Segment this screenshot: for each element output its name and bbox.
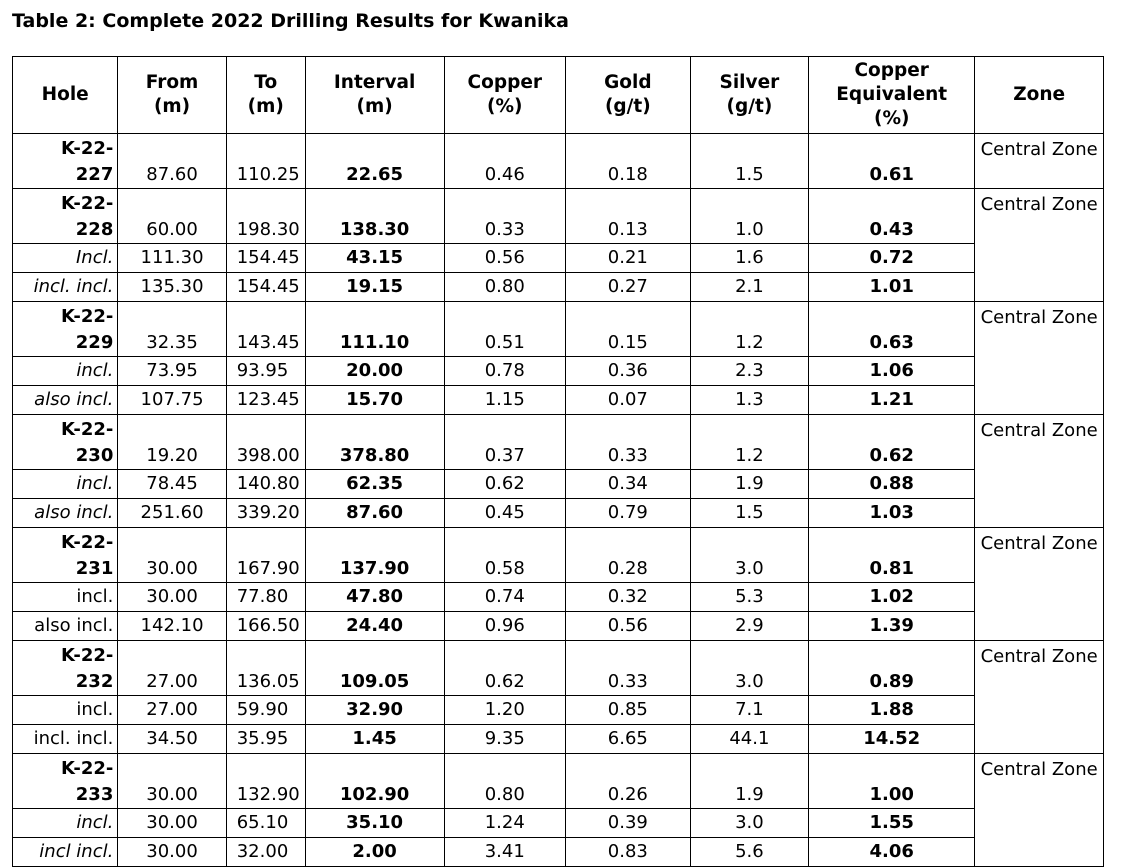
hole-id-prefix: K-22- xyxy=(60,419,114,440)
to-cell: 167.90 xyxy=(226,528,305,583)
table-row xyxy=(13,612,1104,641)
from-cell: 30.00 xyxy=(118,809,226,838)
from-cell: 30.00 xyxy=(118,583,226,612)
gold-cell: 0.39 xyxy=(566,809,691,838)
hole-cell: also incl. xyxy=(13,612,118,641)
silver-cell: 7.1 xyxy=(690,696,809,725)
hole-id-number: 229 xyxy=(75,332,114,353)
interval-cell: 1.45 xyxy=(305,725,444,754)
copper-cell: 3.41 xyxy=(444,838,566,867)
hole-cell xyxy=(13,302,118,357)
copper-cell: 0.80 xyxy=(444,273,566,302)
header-zone: Zone xyxy=(975,57,1104,134)
copper-equivalent-cell: 0.43 xyxy=(809,189,975,244)
interval-cell: 87.60 xyxy=(305,499,444,528)
gold-cell: 0.85 xyxy=(566,696,691,725)
table-row xyxy=(13,244,1104,273)
table-row xyxy=(13,415,1104,470)
from-cell: 34.50 xyxy=(118,725,226,754)
hole-id-number: 233 xyxy=(75,784,114,805)
zone-cell: Central Zone xyxy=(975,641,1104,754)
table-body xyxy=(13,134,1104,867)
copper-cell: 0.78 xyxy=(444,357,566,386)
zone-cell: Central Zone xyxy=(975,754,1104,867)
hole-cell: incl. xyxy=(13,809,118,838)
table-row xyxy=(13,641,1104,696)
gold-cell: 6.65 xyxy=(566,725,691,754)
gold-cell: 0.07 xyxy=(566,386,691,415)
copper-cell: 0.51 xyxy=(444,302,566,357)
header-gold: Gold (g/t) xyxy=(566,57,691,134)
to-cell: 143.45 xyxy=(226,302,305,357)
copper-equivalent-cell: 1.01 xyxy=(809,273,975,302)
gold-cell: 0.28 xyxy=(566,528,691,583)
interval-cell: 2.00 xyxy=(305,838,444,867)
table-row xyxy=(13,838,1104,867)
interval-cell: 20.00 xyxy=(305,357,444,386)
from-cell: 30.00 xyxy=(118,528,226,583)
silver-cell: 44.1 xyxy=(690,725,809,754)
zone-cell: Central Zone xyxy=(975,302,1104,415)
table-row xyxy=(13,357,1104,386)
silver-cell: 2.9 xyxy=(690,612,809,641)
silver-cell: 5.3 xyxy=(690,583,809,612)
copper-equivalent-cell: 1.06 xyxy=(809,357,975,386)
copper-equivalent-cell: 0.89 xyxy=(809,641,975,696)
hole-cell: incl. xyxy=(13,583,118,612)
copper-cell: 0.58 xyxy=(444,528,566,583)
table-row xyxy=(13,386,1104,415)
hole-cell xyxy=(13,528,118,583)
interval-cell: 47.80 xyxy=(305,583,444,612)
from-cell: 30.00 xyxy=(118,838,226,867)
interval-cell: 378.80 xyxy=(305,415,444,470)
to-cell: 59.90 xyxy=(226,696,305,725)
from-cell: 87.60 xyxy=(118,134,226,189)
table-row xyxy=(13,302,1104,357)
copper-equivalent-cell: 1.00 xyxy=(809,754,975,809)
from-cell: 30.00 xyxy=(118,754,226,809)
gold-cell: 0.26 xyxy=(566,754,691,809)
gold-cell: 0.32 xyxy=(566,583,691,612)
hole-cell xyxy=(13,754,118,809)
silver-cell: 5.6 xyxy=(690,838,809,867)
gold-cell: 0.27 xyxy=(566,273,691,302)
table-row xyxy=(13,189,1104,244)
hole-id-prefix: K-22- xyxy=(60,532,114,553)
zone-cell: Central Zone xyxy=(975,134,1104,189)
to-cell: 140.80 xyxy=(226,470,305,499)
silver-cell: 1.9 xyxy=(690,754,809,809)
copper-equivalent-cell: 0.63 xyxy=(809,302,975,357)
to-cell: 35.95 xyxy=(226,725,305,754)
copper-equivalent-cell: 1.03 xyxy=(809,499,975,528)
interval-cell: 35.10 xyxy=(305,809,444,838)
copper-equivalent-cell: 14.52 xyxy=(809,725,975,754)
to-cell: 198.30 xyxy=(226,189,305,244)
silver-cell: 2.3 xyxy=(690,357,809,386)
copper-cell: 1.15 xyxy=(444,386,566,415)
gold-cell: 0.34 xyxy=(566,470,691,499)
to-cell: 398.00 xyxy=(226,415,305,470)
table-row xyxy=(13,725,1104,754)
gold-cell: 0.18 xyxy=(566,134,691,189)
to-cell: 154.45 xyxy=(226,273,305,302)
hole-cell xyxy=(13,641,118,696)
copper-equivalent-cell: 0.81 xyxy=(809,528,975,583)
zone-cell: Central Zone xyxy=(975,189,1104,302)
hole-cell: also incl. xyxy=(13,499,118,528)
from-cell: 27.00 xyxy=(118,696,226,725)
to-cell: 132.90 xyxy=(226,754,305,809)
header-copper: Copper (%) xyxy=(444,57,566,134)
from-cell: 73.95 xyxy=(118,357,226,386)
from-cell: 19.20 xyxy=(118,415,226,470)
hole-id-prefix: K-22- xyxy=(60,193,114,214)
copper-equivalent-cell: 1.21 xyxy=(809,386,975,415)
silver-cell: 1.5 xyxy=(690,499,809,528)
zone-cell: Central Zone xyxy=(975,528,1104,641)
copper-cell: 0.33 xyxy=(444,189,566,244)
to-cell: 154.45 xyxy=(226,244,305,273)
silver-cell: 3.0 xyxy=(690,528,809,583)
zone-cell: Central Zone xyxy=(975,415,1104,528)
silver-cell: 2.1 xyxy=(690,273,809,302)
copper-equivalent-cell: 0.62 xyxy=(809,415,975,470)
hole-cell: Incl. xyxy=(13,244,118,273)
hole-cell xyxy=(13,415,118,470)
header-to: To (m) xyxy=(226,57,305,134)
table-row xyxy=(13,134,1104,189)
table-row xyxy=(13,583,1104,612)
interval-cell: 102.90 xyxy=(305,754,444,809)
copper-equivalent-cell: 1.88 xyxy=(809,696,975,725)
copper-equivalent-cell: 1.39 xyxy=(809,612,975,641)
copper-cell: 0.45 xyxy=(444,499,566,528)
gold-cell: 0.33 xyxy=(566,641,691,696)
copper-cell: 0.37 xyxy=(444,415,566,470)
copper-equivalent-cell: 1.02 xyxy=(809,583,975,612)
table-row xyxy=(13,528,1104,583)
hole-id-number: 228 xyxy=(75,219,114,240)
copper-cell: 0.74 xyxy=(444,583,566,612)
from-cell: 32.35 xyxy=(118,302,226,357)
hole-cell: incl incl. xyxy=(13,838,118,867)
from-cell: 142.10 xyxy=(118,612,226,641)
interval-cell: 138.30 xyxy=(305,189,444,244)
silver-cell: 1.3 xyxy=(690,386,809,415)
gold-cell: 0.13 xyxy=(566,189,691,244)
silver-cell: 1.9 xyxy=(690,470,809,499)
silver-cell: 3.0 xyxy=(690,641,809,696)
copper-cell: 0.46 xyxy=(444,134,566,189)
hole-id-number: 232 xyxy=(75,671,114,692)
drilling-results-table xyxy=(12,56,1104,867)
from-cell: 111.30 xyxy=(118,244,226,273)
copper-cell: 9.35 xyxy=(444,725,566,754)
hole-cell: incl. incl. xyxy=(13,725,118,754)
copper-cell: 0.62 xyxy=(444,641,566,696)
silver-cell: 1.6 xyxy=(690,244,809,273)
table-row xyxy=(13,499,1104,528)
table-row xyxy=(13,754,1104,809)
gold-cell: 0.15 xyxy=(566,302,691,357)
hole-id-prefix: K-22- xyxy=(60,645,114,666)
hole-id-number: 231 xyxy=(75,558,114,579)
interval-cell: 24.40 xyxy=(305,612,444,641)
table-title: Table 2: Complete 2022 Drilling Results for Kwanika xyxy=(12,10,569,32)
from-cell: 107.75 xyxy=(118,386,226,415)
hole-cell: incl. xyxy=(13,470,118,499)
from-cell: 251.60 xyxy=(118,499,226,528)
table-row xyxy=(13,273,1104,302)
hole-cell: incl. xyxy=(13,696,118,725)
hole-id-number: 227 xyxy=(75,164,114,185)
silver-cell: 1.2 xyxy=(690,415,809,470)
gold-cell: 0.21 xyxy=(566,244,691,273)
hole-cell: incl. incl. xyxy=(13,273,118,302)
from-cell: 135.30 xyxy=(118,273,226,302)
interval-cell: 137.90 xyxy=(305,528,444,583)
to-cell: 93.95 xyxy=(226,357,305,386)
copper-equivalent-cell: 1.55 xyxy=(809,809,975,838)
copper-cell: 0.96 xyxy=(444,612,566,641)
hole-cell xyxy=(13,134,118,189)
header-silver: Silver (g/t) xyxy=(690,57,809,134)
to-cell: 123.45 xyxy=(226,386,305,415)
header-row xyxy=(13,57,1104,134)
header-copper-equivalent: Copper Equivalent (%) xyxy=(809,57,975,134)
copper-cell: 0.62 xyxy=(444,470,566,499)
to-cell: 166.50 xyxy=(226,612,305,641)
interval-cell: 22.65 xyxy=(305,134,444,189)
silver-cell: 1.0 xyxy=(690,189,809,244)
hole-cell: incl. xyxy=(13,357,118,386)
gold-cell: 0.83 xyxy=(566,838,691,867)
copper-cell: 1.20 xyxy=(444,696,566,725)
hole-id-prefix: K-22- xyxy=(60,758,114,779)
from-cell: 27.00 xyxy=(118,641,226,696)
gold-cell: 0.79 xyxy=(566,499,691,528)
to-cell: 136.05 xyxy=(226,641,305,696)
hole-cell: also incl. xyxy=(13,386,118,415)
interval-cell: 19.15 xyxy=(305,273,444,302)
silver-cell: 1.5 xyxy=(690,134,809,189)
gold-cell: 0.33 xyxy=(566,415,691,470)
from-cell: 60.00 xyxy=(118,189,226,244)
copper-equivalent-cell: 4.06 xyxy=(809,838,975,867)
to-cell: 77.80 xyxy=(226,583,305,612)
silver-cell: 1.2 xyxy=(690,302,809,357)
interval-cell: 62.35 xyxy=(305,470,444,499)
interval-cell: 109.05 xyxy=(305,641,444,696)
table-row xyxy=(13,696,1104,725)
hole-id-prefix: K-22- xyxy=(60,306,114,327)
silver-cell: 3.0 xyxy=(690,809,809,838)
copper-cell: 1.24 xyxy=(444,809,566,838)
gold-cell: 0.36 xyxy=(566,357,691,386)
to-cell: 32.00 xyxy=(226,838,305,867)
to-cell: 110.25 xyxy=(226,134,305,189)
header-from: From (m) xyxy=(118,57,226,134)
hole-cell xyxy=(13,189,118,244)
copper-cell: 0.56 xyxy=(444,244,566,273)
table-row xyxy=(13,470,1104,499)
copper-equivalent-cell: 0.88 xyxy=(809,470,975,499)
gold-cell: 0.56 xyxy=(566,612,691,641)
table-row xyxy=(13,809,1104,838)
to-cell: 339.20 xyxy=(226,499,305,528)
to-cell: 65.10 xyxy=(226,809,305,838)
hole-id-number: 230 xyxy=(75,445,114,466)
header-interval: Interval (m) xyxy=(305,57,444,134)
from-cell: 78.45 xyxy=(118,470,226,499)
interval-cell: 111.10 xyxy=(305,302,444,357)
interval-cell: 43.15 xyxy=(305,244,444,273)
copper-equivalent-cell: 0.61 xyxy=(809,134,975,189)
interval-cell: 15.70 xyxy=(305,386,444,415)
copper-cell: 0.80 xyxy=(444,754,566,809)
interval-cell: 32.90 xyxy=(305,696,444,725)
header-hole: Hole xyxy=(13,57,118,134)
hole-id-prefix: K-22- xyxy=(60,138,114,159)
copper-equivalent-cell: 0.72 xyxy=(809,244,975,273)
